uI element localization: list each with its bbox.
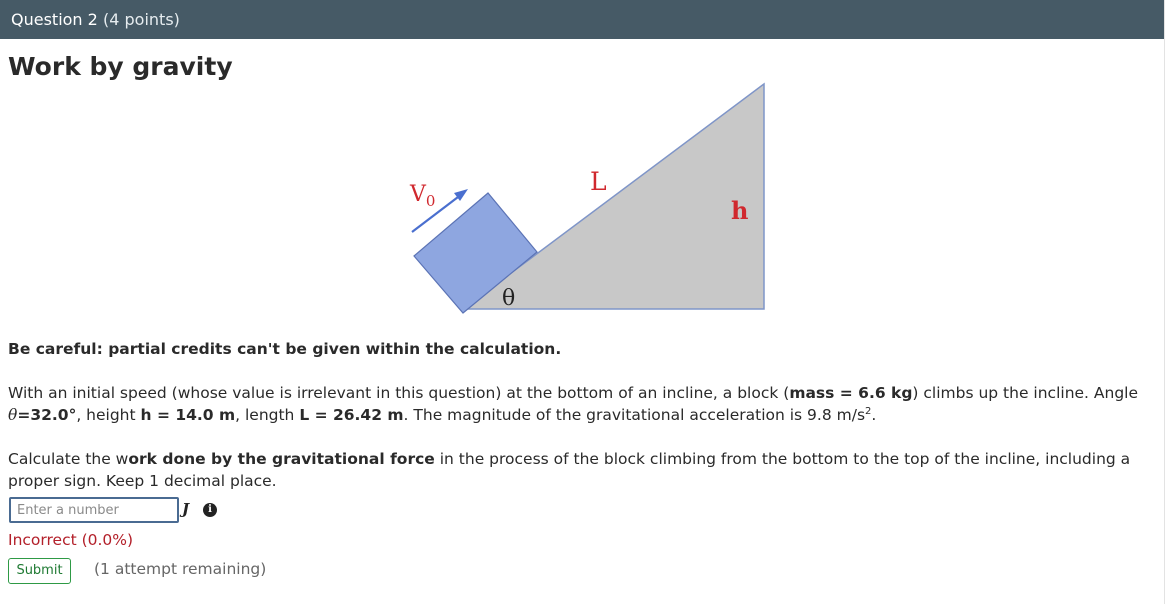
panel-border [1164, 0, 1165, 604]
incline-diagram [400, 75, 780, 320]
task-statement: Calculate the work done by the gravitational force in the process of the block climbing from the bottom to the top of the incline, including a proper sign. Keep 1 decimal place. [8, 450, 1131, 490]
attempts-remaining: (1 attempt remaining) [94, 560, 267, 578]
angle-label: θ [502, 286, 516, 311]
submit-button[interactable]: Submit [8, 558, 71, 584]
warning-text: Be careful: partial credits can't be given within the calculation. [8, 340, 562, 358]
unit-label: J [182, 500, 190, 518]
problem-statement: With an initial speed (whose value is irrelevant in this question) at the bottom of an incline, a block (mass = 6.6 kg) climbs up the incline. Angle θ=32.0°, height h = 14.0 m, length L = 26.42 m. The magnitude of the gravitational acceleration is 9.8 $m/s^2$. [8, 384, 1139, 424]
question-points: (4 points) [103, 10, 180, 29]
height-label: h [731, 196, 749, 225]
answer-input[interactable] [9, 497, 179, 523]
grading-status: Incorrect (0.0%) [8, 531, 134, 549]
question-header [0, 0, 1164, 39]
question-number: Question 2 [11, 10, 98, 29]
info-icon[interactable]: i [203, 503, 217, 517]
question-title: Work by gravity [8, 52, 233, 81]
v0-label: $V_0$ [410, 182, 436, 210]
length-label: L [590, 167, 607, 196]
